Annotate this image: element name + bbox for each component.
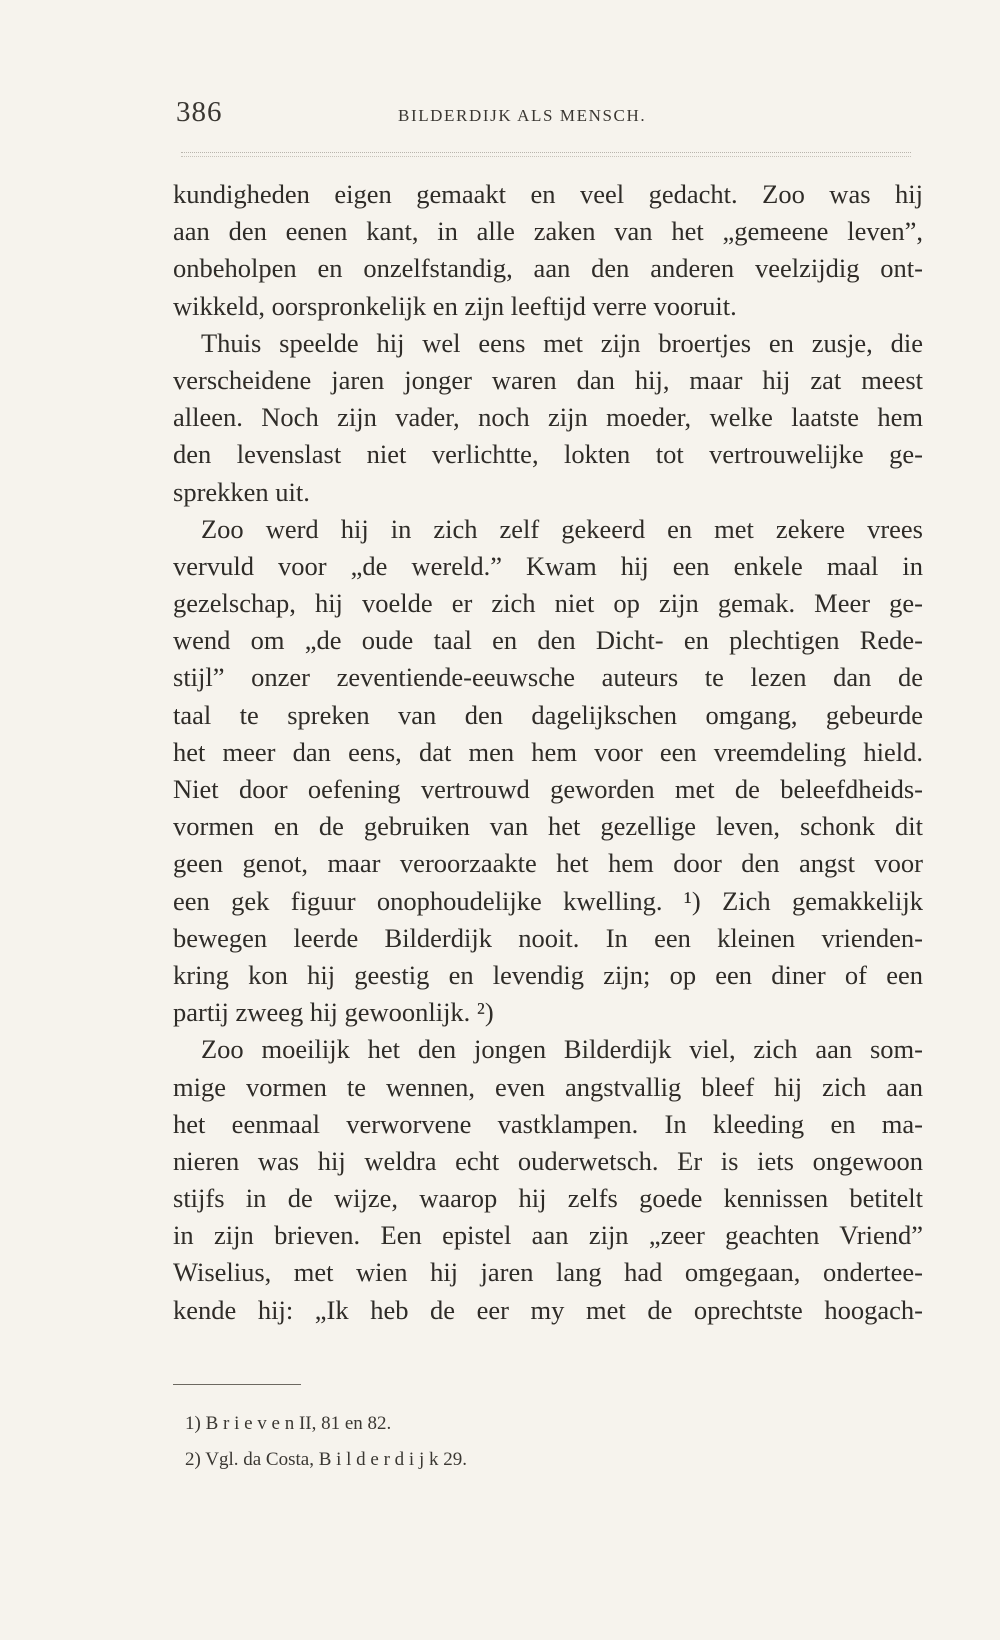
text-line: kring kon hij geestig en levendig zijn; op een diner of een [173,959,923,990]
footnote: 1) B r i e v e n II, 81 en 82. [185,1413,392,1434]
text-line: kundigheden eigen gemaakt en veel gedacht. Zoo was hij [173,179,923,209]
text-line: bewegen leerde Bilderdijk nooit. In een kleinen vrienden- [173,922,923,953]
footnote-rule [173,1384,301,1385]
text-line: in zijn brieven. Een epistel aan zijn „zeer geachten Vriend” [173,1220,923,1251]
footnotes [185,1406,467,1478]
body-text [173,176,923,1329]
text-line: gezelschap, hij voelde er zich niet op zijn gemak. Meer ge- [173,588,923,619]
text-line: Wiselius, met wien hij jaren lang had omgegaan, ondertee- [173,1257,923,1288]
text-line: het eenmaal verworvene vastklampen. In kleeding en ma- [173,1108,923,1139]
running-head: BILDERDIJK ALS MENSCH. [398,106,647,125]
page-number: 386 [176,96,223,128]
text-line: Niet door oefening vertrouwd geworden met de beleefdheids- [173,774,923,804]
page-header [173,96,923,136]
text-line: sprekken uit. [173,476,310,507]
text-line: vormen en de gebruiken van het gezellige leven, schonk dit [173,811,923,842]
book-page [173,96,923,1470]
text-line: kende hij: „Ik heb de eer my met de oprechtste hoogach- [173,1294,923,1325]
text-line: stijfs in de wijze, waarop hij zelfs goede kennissen betitelt [173,1183,923,1214]
text-line: onbeholpen en onzelfstandig, aan den anderen veelzijdig ont- [173,253,923,284]
text-line: wend om „de oude taal en den Dicht- en plechtigen Rede- [173,625,923,656]
text-line: taal te spreken van den dagelijkschen omgang, gebeurde [173,699,923,730]
text-line: Zoo moeilijk het den jongen Bilderdijk viel, zich aan som- [201,1034,923,1065]
text-line: het meer dan eens, dat men hem voor een vreemdeling hield. [173,736,923,767]
header-rule [181,152,911,157]
text-line: wikkeld, oorspronkelijk en zijn leeftijd verre vooruit. [173,290,737,321]
text-line: een gek figuur onophoudelijke kwelling. ¹) Zich gemakkelijk [173,885,923,916]
text-line: alleen. Noch zijn vader, noch zijn moeder, welke laatste hem [173,402,923,433]
text-line: Zoo werd hij in zich zelf gekeerd en met zekere vrees [201,513,923,544]
text-line: geen genot, maar veroorzaakte het hem door den angst voor [173,848,923,879]
text-line: partij zweeg hij gewoonlijk. ²) [173,997,494,1028]
text-line: den levenslast niet verlichtte, lokten tot vertrouwelijke ge- [173,439,923,470]
text-line: stijl” onzer zeventiende-eeuwsche auteurs te lezen dan de [173,662,923,693]
text-line: vervuld voor „de wereld.” Kwam hij een enkele maal in [173,550,923,581]
text-line: verscheidene jaren jonger waren dan hij, maar hij zat meest [173,364,923,395]
text-line: nieren was hij weldra echt ouderwetsch. Er is iets ongewoon [173,1145,923,1176]
text-line: Thuis speelde hij wel eens met zijn broertjes en zusje, die [201,327,923,358]
footnote: 2) Vgl. da Costa, B i l d e r d i j k 29. [185,1449,467,1470]
text-line: mige vormen te wennen, even angstvallig bleef hij zich aan [173,1071,923,1102]
text-line: aan den eenen kant, in alle zaken van het „gemeene leven”, [173,216,923,247]
